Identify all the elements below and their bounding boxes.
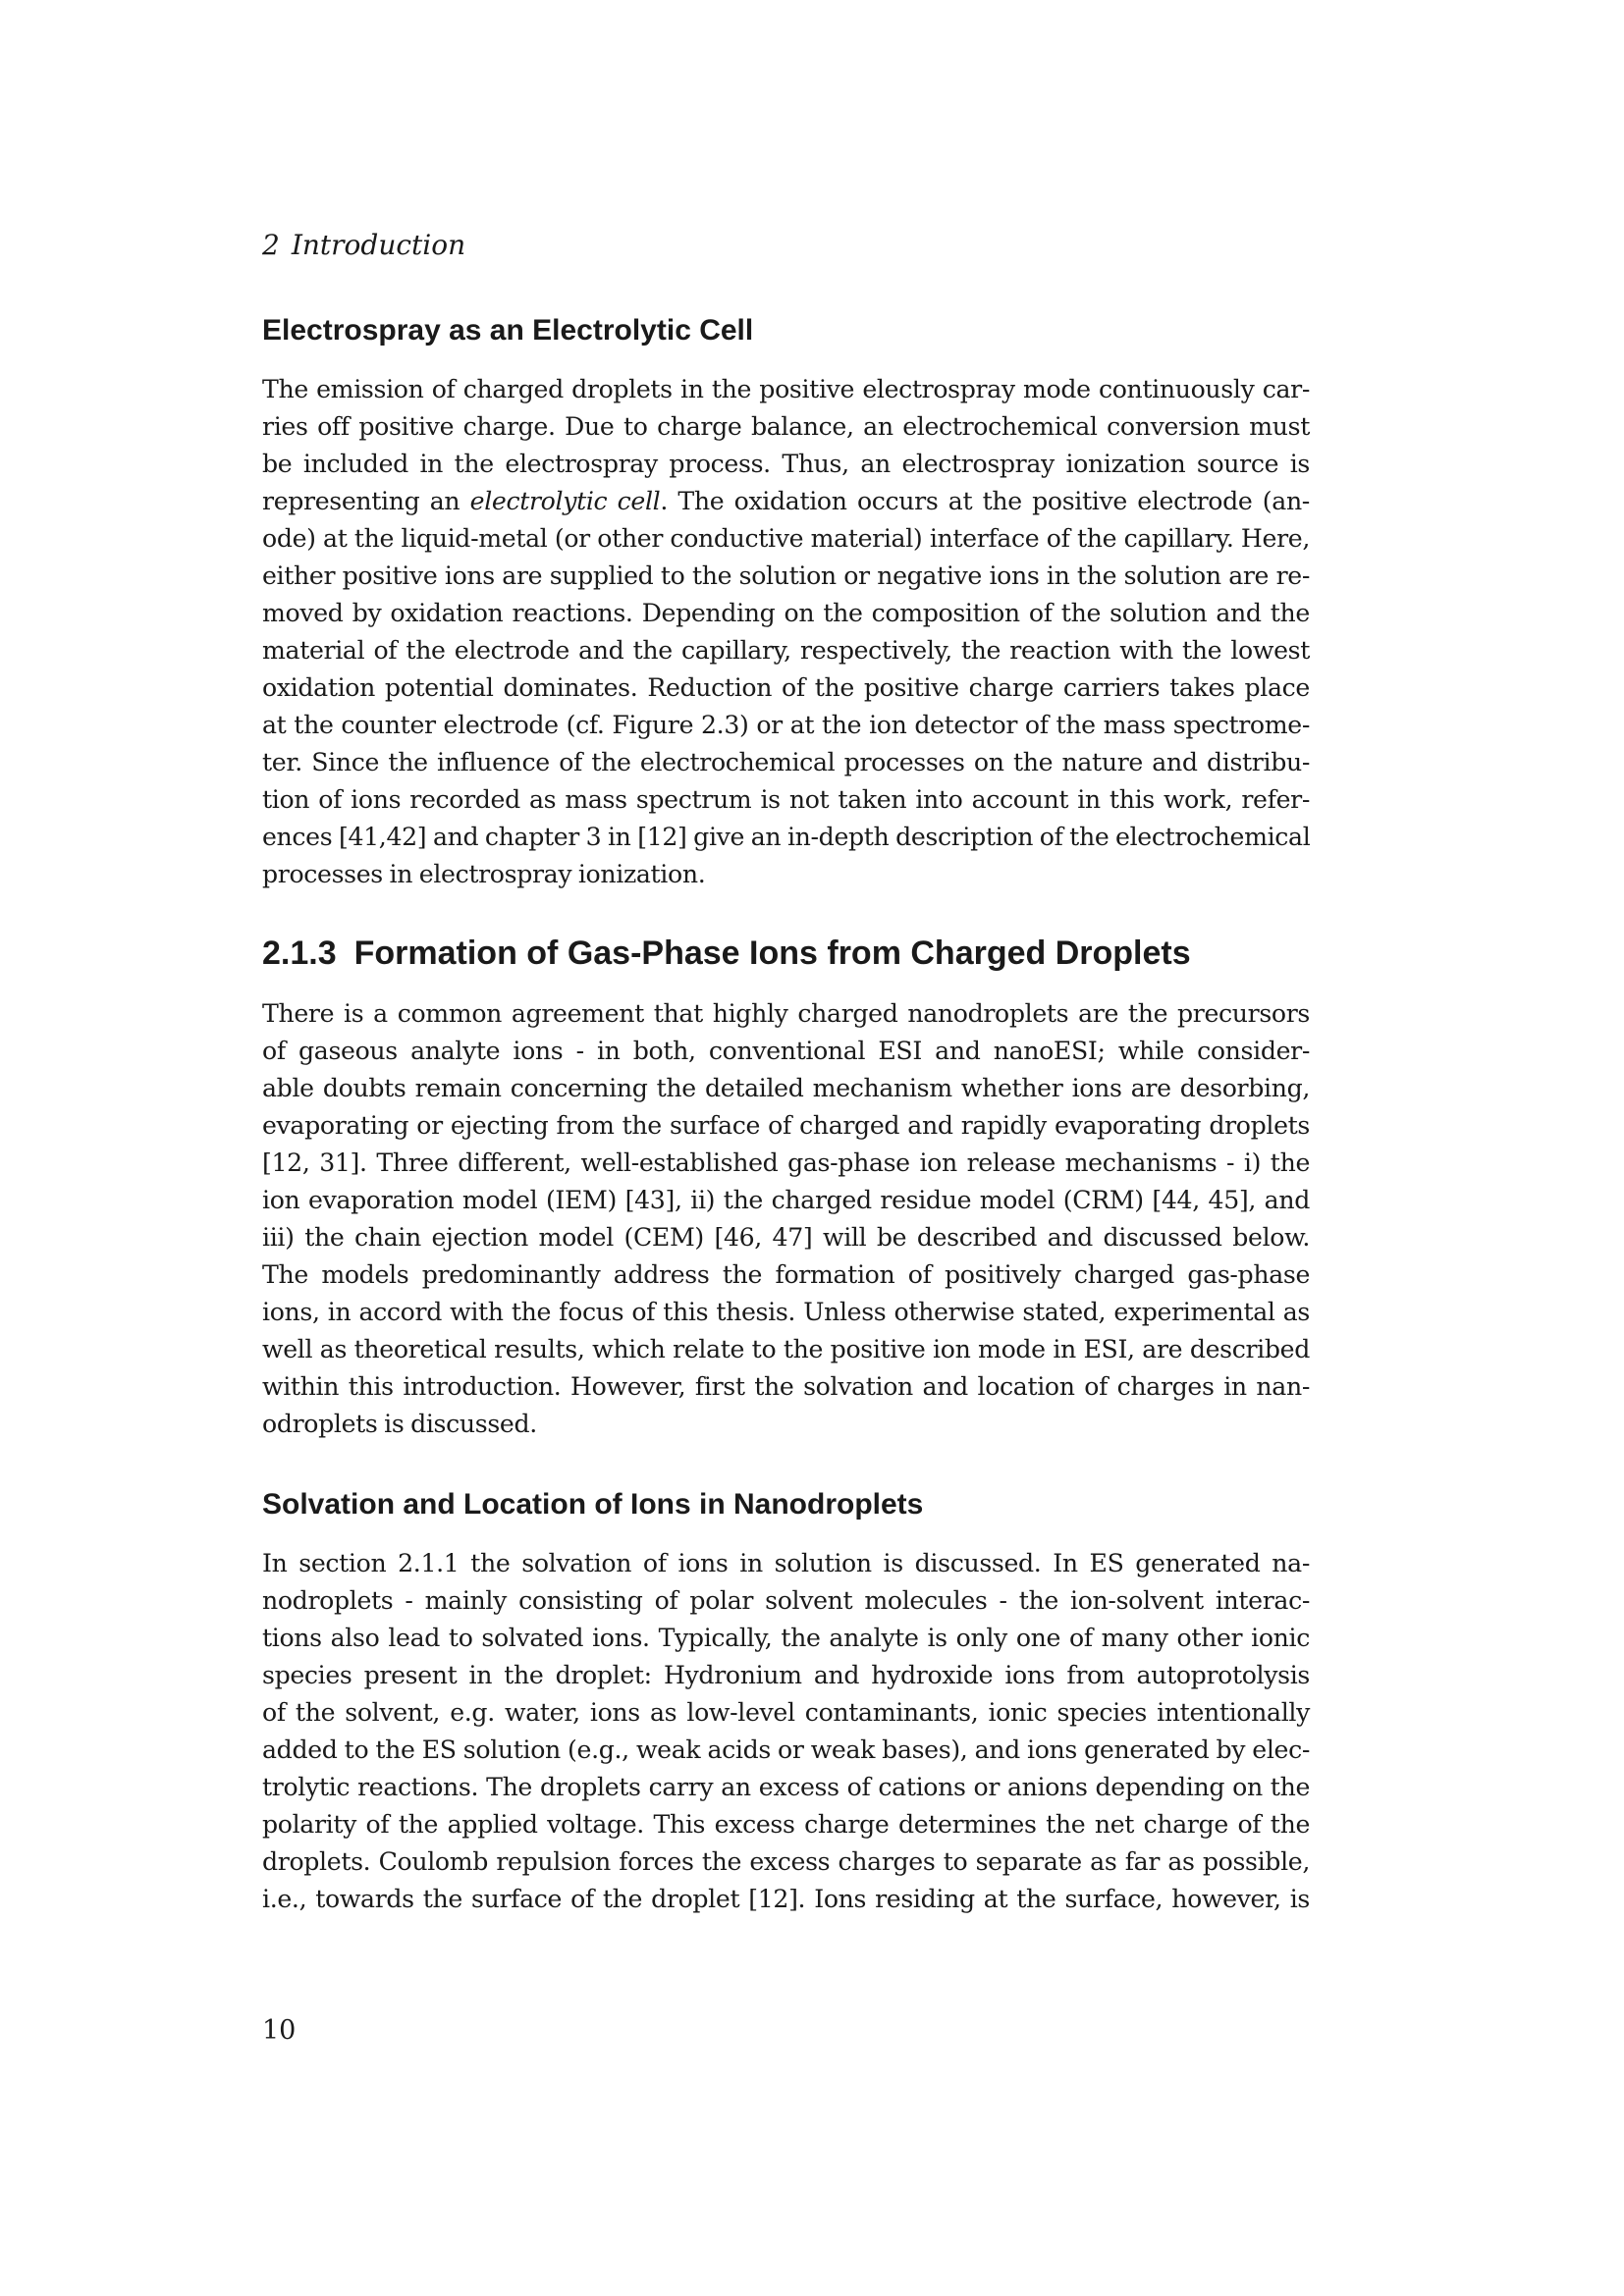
section-solvation (262, 1486, 1310, 1523)
text-line: tions also lead to solvated ions. Typically, the analyte is only one of many other ionic (262, 1624, 1310, 1652)
section-2-1-3 (262, 933, 1310, 974)
section-heading (262, 933, 1310, 974)
paragraph-gas-phase-ions (262, 995, 1310, 1443)
text-line: of gaseous analyte ions - in both, conventional ESI and nanoESI; while consider- (262, 1037, 1310, 1065)
text-line: ion evaporation model (IEM) [43], ii) the charged residue model (CRM) [44, 45], and (262, 1186, 1310, 1214)
text-line: ries off positive charge. Due to charge balance, an electrochemical conversion must (262, 412, 1310, 441)
paragraph (262, 995, 1310, 1443)
text-line: nodroplets - mainly consisting of polar solvent molecules - the ion-solvent interac- (262, 1586, 1310, 1615)
text-line: ter. Since the influence of the electrochemical processes on the nature and distribu- (262, 748, 1310, 776)
text-run: . The oxidation occurs at the positive electrode (an- (660, 487, 1310, 515)
text-line: well as theoretical results, which relate to the positive ion mode in ESI, are described (262, 1335, 1310, 1363)
text-line: The emission of charged droplets in the positive electrospray mode continuously car- (262, 375, 1310, 403)
text-line: polarity of the applied voltage. This excess charge determines the net charge of the (262, 1810, 1310, 1839)
text-line: be included in the electrospray process. Thus, an electrospray ionization source is (262, 450, 1310, 478)
section-electrolytic-cell (262, 312, 1310, 349)
section-title: Formation of Gas-Phase Ions from Charged Droplets (353, 934, 1191, 972)
text-line: In section 2.1.1 the solvation of ions in solution is discussed. In ES generated na- (262, 1549, 1310, 1577)
page-number: 10 (262, 2015, 297, 2046)
text-line: iii) the chain ejection model (CEM) [46, 47] will be described and discussed below. (262, 1223, 1310, 1252)
text-line: oxidation potential dominates. Reduction of the positive charge carriers takes place (262, 673, 1310, 702)
running-head-chapter-number: 2 (262, 229, 280, 261)
text-line: droplets. Coulomb repulsion forces the excess charges to separate as far as possible, (262, 1847, 1310, 1876)
running-head (262, 228, 465, 263)
text-line: either positive ions are supplied to the solution or negative ions in the solution are re- (262, 561, 1310, 590)
text-line: moved by oxidation reactions. Depending on the composition of the solution and the (262, 599, 1310, 627)
text-line: of the solvent, e.g. water, ions as low-level contaminants, ionic species intentionally (262, 1698, 1310, 1727)
text-run: representing an (262, 487, 470, 515)
subsection-heading: Solvation and Location of Ions in Nanodroplets (262, 1488, 924, 1521)
text-line: [12, 31]. Three different, well-established gas-phase ion release mechanisms - i) the (262, 1148, 1310, 1177)
paragraph (262, 371, 1310, 893)
text-line: added to the ES solution (e.g., weak acids or weak bases), and ions generated by elec- (262, 1735, 1310, 1764)
text-line-mixed (262, 483, 1310, 520)
text-line: ences [41,42] and chapter 3 in [12] give an in-depth description of the electrochemical (262, 823, 1311, 851)
text-line: i.e., towards the surface of the droplet [12]. Ions residing at the surface, however, is (262, 1885, 1310, 1913)
text-line: odroplets is discussed. (262, 1410, 537, 1438)
text-line: trolytic reactions. The droplets carry an excess of cations or anions depending on the (262, 1773, 1310, 1801)
text-line: ions, in accord with the focus of this thesis. Unless otherwise stated, experimental as (262, 1298, 1310, 1326)
paragraph-solvation (262, 1545, 1310, 1918)
section-number: 2.1.3 (262, 934, 337, 972)
running-head-chapter-title: Introduction (291, 229, 466, 261)
paragraph (262, 1545, 1310, 1918)
text-line: material of the electrode and the capillary, respectively, the reaction with the lowest (262, 636, 1310, 665)
text-line: within this introduction. However, first the solvation and location of charges in nan- (262, 1372, 1310, 1401)
text-line: evaporating or ejecting from the surface of charged and rapidly evaporating droplets (262, 1111, 1310, 1140)
text-line: processes in electrospray ionization. (262, 860, 706, 888)
text-line: ode) at the liquid-metal (or other conductive material) interface of the capillary. Here, (262, 524, 1310, 553)
text-line: at the counter electrode (cf. Figure 2.3) or at the ion detector of the mass spectrome- (262, 711, 1310, 739)
text-line: tion of ions recorded as mass spectrum is not taken into account in this work, refer- (262, 785, 1310, 814)
text-line: There is a common agreement that highly charged nanodroplets are the precursors (262, 999, 1310, 1028)
subsection-heading: Electrospray as an Electrolytic Cell (262, 314, 754, 347)
page (262, 0, 1310, 2296)
paragraph-electrolytic-cell (262, 371, 1310, 893)
text-line: able doubts remain concerning the detailed mechanism whether ions are desorbing, (262, 1074, 1310, 1102)
text-line: The models predominantly address the formation of positively charged gas-phase (262, 1260, 1310, 1289)
italic-term: electrolytic cell (469, 487, 661, 515)
text-line: species present in the droplet: Hydronium and hydroxide ions from autoprotolysis (262, 1661, 1310, 1689)
